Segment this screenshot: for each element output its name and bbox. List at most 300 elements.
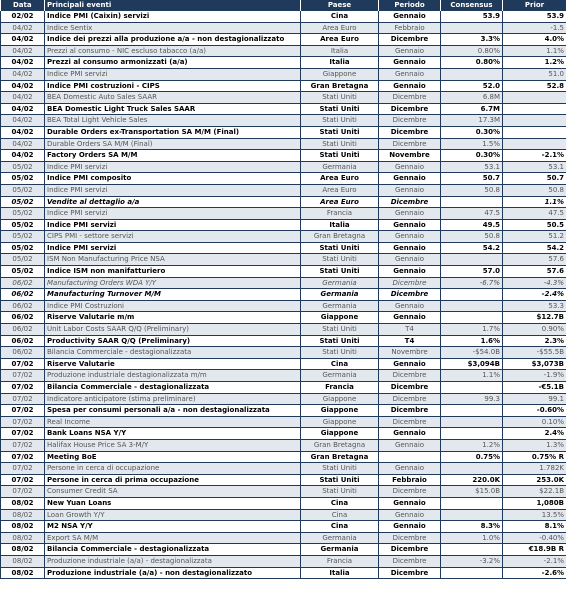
cell-country: Francia (301, 555, 379, 567)
cell-consensus (441, 22, 503, 34)
cell-consensus: $15.0B (441, 486, 503, 498)
table-row (1, 370, 566, 382)
cell-date: 05/02 (1, 161, 45, 173)
table-row (1, 428, 566, 440)
cell-period: Gennaio (379, 231, 441, 243)
cell-consensus: 0.30% (441, 126, 503, 138)
cell-period: T4 (379, 324, 441, 336)
cell-period: Dicembre (379, 532, 441, 544)
cell-event: ISM Non Manufacturing Price NSA (45, 254, 301, 266)
table-row (1, 405, 566, 417)
cell-prior: 51.2 (503, 231, 566, 243)
cell-date: 07/02 (1, 405, 45, 417)
cell-prior: 253.0K (503, 474, 566, 486)
cell-period: Dicembre (379, 289, 441, 301)
cell-event: Indice PMI servizi (45, 161, 301, 173)
cell-event: Indice Sentix (45, 22, 301, 34)
cell-event: BEA Domestic Light Truck Sales SAAR (45, 103, 301, 115)
table-row (1, 92, 566, 104)
cell-consensus: 6.7M (441, 103, 503, 115)
cell-prior: 50.7 (503, 173, 566, 185)
cell-event: Indice ISM non manifatturiero (45, 266, 301, 278)
cell-period: Gennaio (379, 358, 441, 370)
cell-prior: 1.1% (503, 196, 566, 208)
cell-event: Durable Orders ex-Transportation SA M/M (Final) (45, 126, 301, 138)
cell-period: Dicembre (379, 196, 441, 208)
cell-consensus: 0.30% (441, 150, 503, 162)
cell-prior: 50.8 (503, 184, 566, 196)
cell-event: Indice PMI costruzioni - CIPS (45, 80, 301, 92)
cell-event: CIPS PMI - settore servizi (45, 231, 301, 243)
cell-consensus (441, 497, 503, 509)
cell-consensus: 220.0K (441, 474, 503, 486)
table-row (1, 196, 566, 208)
cell-period: Gennaio (379, 254, 441, 266)
cell-event: BEA Domestic Auto Sales SAAR (45, 92, 301, 104)
cell-prior: 1,080B (503, 497, 566, 509)
cell-prior: -0.40% (503, 532, 566, 544)
cell-event: Indice PMI servizi (45, 242, 301, 254)
cell-period: Novembre (379, 150, 441, 162)
cell-country: Stati Uniti (301, 150, 379, 162)
cell-consensus: 53.1 (441, 161, 503, 173)
cell-date: 06/02 (1, 312, 45, 324)
cell-prior: 47.5 (503, 208, 566, 220)
cell-country: Francia (301, 208, 379, 220)
cell-date: 07/02 (1, 358, 45, 370)
cell-period: Dicembre (379, 103, 441, 115)
cell-country: Germania (301, 289, 379, 301)
table-row (1, 532, 566, 544)
table-row (1, 22, 566, 34)
cell-period: Gennaio (379, 300, 441, 312)
cell-prior: 0.10% (503, 416, 566, 428)
cell-event: New Yuan Loans (45, 497, 301, 509)
cell-country: Giappone (301, 68, 379, 80)
cell-country: Stati Uniti (301, 266, 379, 278)
cell-consensus (441, 312, 503, 324)
table-row (1, 208, 566, 220)
table-row (1, 300, 566, 312)
cell-country: Stati Uniti (301, 254, 379, 266)
cell-country: Stati Uniti (301, 463, 379, 475)
cell-prior: -1.5 (503, 22, 566, 34)
cell-date: 05/02 (1, 196, 45, 208)
cell-prior: 4.0% (503, 34, 566, 46)
cell-date: 07/02 (1, 474, 45, 486)
cell-prior: €18.9B R (503, 544, 566, 556)
cell-date: 05/02 (1, 208, 45, 220)
cell-event: Bilancia Commerciale - destagionalizzata (45, 347, 301, 359)
cell-country: Stati Uniti (301, 103, 379, 115)
cell-period: Gennaio (379, 45, 441, 57)
cell-date: 04/02 (1, 150, 45, 162)
cell-event: Consumer Credit SA (45, 486, 301, 498)
cell-country: Cina (301, 509, 379, 521)
cell-country: Italia (301, 57, 379, 69)
cell-prior: 57.6 (503, 254, 566, 266)
table-row (1, 486, 566, 498)
cell-event: Bilancia Commerciale - destagionalizzata (45, 382, 301, 394)
cell-period: Febbraio (379, 22, 441, 34)
table-row (1, 173, 566, 185)
cell-country: Gran Bretagna (301, 439, 379, 451)
cell-country: Cina (301, 521, 379, 533)
table-row (1, 509, 566, 521)
table-row (1, 347, 566, 359)
cell-consensus (441, 300, 503, 312)
cell-consensus (441, 68, 503, 80)
cell-event: Indice PMI servizi (45, 68, 301, 80)
cell-date: 05/02 (1, 254, 45, 266)
cell-prior: $12.7B (503, 312, 566, 324)
cell-prior: 53.3 (503, 300, 566, 312)
cell-period: Dicembre (379, 277, 441, 289)
table-row (1, 451, 566, 463)
cell-period: Gennaio (379, 266, 441, 278)
table-row (1, 474, 566, 486)
table-row (1, 555, 566, 567)
cell-date: 07/02 (1, 439, 45, 451)
cell-country: Germania (301, 161, 379, 173)
cell-country: Stati Uniti (301, 486, 379, 498)
cell-country: Francia (301, 382, 379, 394)
cell-country: Italia (301, 567, 379, 579)
table-row (1, 277, 566, 289)
cell-date: 07/02 (1, 416, 45, 428)
cell-event: Prezzi al consumo armonizzati (a/a) (45, 57, 301, 69)
cell-date: 07/02 (1, 463, 45, 475)
cell-prior: 2.4% (503, 428, 566, 440)
cell-date: 06/02 (1, 347, 45, 359)
cell-period: T4 (379, 335, 441, 347)
cell-consensus (441, 544, 503, 556)
cell-period: Dicembre (379, 382, 441, 394)
cell-consensus (441, 382, 503, 394)
cell-consensus: 0.80% (441, 45, 503, 57)
table-row (1, 184, 566, 196)
cell-date: 05/02 (1, 231, 45, 243)
cell-country: Gran Bretagna (301, 231, 379, 243)
cell-date: 04/02 (1, 80, 45, 92)
cell-consensus (441, 416, 503, 428)
table-row (1, 463, 566, 475)
cell-prior: 57.6 (503, 266, 566, 278)
cell-prior: 52.8 (503, 80, 566, 92)
cell-event: Manufacturing Orders WDA Y/Y (45, 277, 301, 289)
cell-period: Gennaio (379, 161, 441, 173)
cell-country: Stati Uniti (301, 115, 379, 127)
cell-date: 04/02 (1, 34, 45, 46)
cell-country: Germania (301, 544, 379, 556)
cell-prior: 99.1 (503, 393, 566, 405)
cell-event: M2 NSA Y/Y (45, 521, 301, 533)
cell-event: Indice PMI Costruzioni (45, 300, 301, 312)
cell-event: Durable Orders SA M/M (Final) (45, 138, 301, 150)
cell-date: 04/02 (1, 138, 45, 150)
cell-event: Vendite al dettaglio a/a (45, 196, 301, 208)
cell-period: Gennaio (379, 463, 441, 475)
cell-prior: $22.1B (503, 486, 566, 498)
cell-event: Real Income (45, 416, 301, 428)
cell-date: 05/02 (1, 242, 45, 254)
cell-prior: 13.5% (503, 509, 566, 521)
cell-prior: -2.4% (503, 289, 566, 301)
header-date: Data (1, 0, 45, 11)
cell-period (379, 451, 441, 463)
cell-event: Bilancia Commerciale - destagionalizzata (45, 544, 301, 556)
cell-country: Stati Uniti (301, 92, 379, 104)
table-row (1, 80, 566, 92)
cell-period: Dicembre (379, 486, 441, 498)
cell-consensus: 1.5% (441, 138, 503, 150)
cell-event: Spesa per consumi personali a/a - non destagionalizzata (45, 405, 301, 417)
cell-country: Germania (301, 300, 379, 312)
cell-date: 05/02 (1, 219, 45, 231)
cell-date: 07/02 (1, 370, 45, 382)
cell-country: Stati Uniti (301, 242, 379, 254)
table-row (1, 103, 566, 115)
table-row (1, 242, 566, 254)
cell-date: 08/02 (1, 509, 45, 521)
cell-consensus: $3,094B (441, 358, 503, 370)
cell-consensus (441, 463, 503, 475)
cell-country: Area Euro (301, 22, 379, 34)
cell-country: Italia (301, 45, 379, 57)
cell-country: Italia (301, 219, 379, 231)
cell-prior (503, 126, 566, 138)
table-row (1, 138, 566, 150)
table-row (1, 521, 566, 533)
cell-event: Meeting BoE (45, 451, 301, 463)
cell-country: Gran Bretagna (301, 80, 379, 92)
table-row (1, 68, 566, 80)
cell-consensus: -$54.0B (441, 347, 503, 359)
table-row (1, 150, 566, 162)
header-consensus: Consensus (441, 0, 503, 11)
cell-period: Gennaio (379, 521, 441, 533)
cell-event: Indice dei prezzi alla produzione a/a - non destagionalizzato (45, 34, 301, 46)
cell-consensus (441, 289, 503, 301)
cell-consensus (441, 428, 503, 440)
cell-period: Dicembre (379, 115, 441, 127)
header-event: Principali eventi (45, 0, 301, 11)
cell-country: Stati Uniti (301, 138, 379, 150)
cell-consensus (441, 509, 503, 521)
cell-period: Dicembre (379, 370, 441, 382)
cell-event: Bank Loans NSA Y/Y (45, 428, 301, 440)
cell-prior: 50.5 (503, 219, 566, 231)
table-row (1, 254, 566, 266)
table-row (1, 161, 566, 173)
cell-period: Gennaio (379, 312, 441, 324)
cell-country: Cina (301, 358, 379, 370)
cell-date: 07/02 (1, 428, 45, 440)
cell-country: Germania (301, 277, 379, 289)
cell-consensus: 0.80% (441, 57, 503, 69)
cell-event: BEA Total Light Vehicle Sales (45, 115, 301, 127)
cell-country: Giappone (301, 405, 379, 417)
cell-event: Indice PMI servizi (45, 208, 301, 220)
cell-prior: -$55.5B (503, 347, 566, 359)
cell-prior: -2.1% (503, 555, 566, 567)
cell-country: Giappone (301, 312, 379, 324)
cell-country: Stati Uniti (301, 335, 379, 347)
cell-country: Germania (301, 532, 379, 544)
cell-consensus: 53.9 (441, 11, 503, 22)
cell-country: Cina (301, 11, 379, 22)
cell-date: 07/02 (1, 451, 45, 463)
cell-consensus: 47.5 (441, 208, 503, 220)
cell-country: Stati Uniti (301, 126, 379, 138)
cell-date: 07/02 (1, 486, 45, 498)
cell-prior: -2.1% (503, 150, 566, 162)
table-row (1, 126, 566, 138)
cell-prior: 8.1% (503, 521, 566, 533)
cell-country: Area Euro (301, 173, 379, 185)
cell-prior: 53.1 (503, 161, 566, 173)
cell-period: Dicembre (379, 567, 441, 579)
cell-period: Gennaio (379, 219, 441, 231)
cell-period: Novembre (379, 347, 441, 359)
cell-period: Gennaio (379, 57, 441, 69)
table-row (1, 358, 566, 370)
cell-country: Giappone (301, 416, 379, 428)
table-row (1, 497, 566, 509)
table-row (1, 11, 566, 22)
cell-prior: 1.782K (503, 463, 566, 475)
cell-date: 04/02 (1, 126, 45, 138)
cell-period: Gennaio (379, 439, 441, 451)
header-period: Periodo (379, 0, 441, 11)
cell-prior: $3,073B (503, 358, 566, 370)
cell-prior: -0.60% (503, 405, 566, 417)
table-row (1, 266, 566, 278)
cell-date: 06/02 (1, 300, 45, 312)
cell-period: Gennaio (379, 509, 441, 521)
table-row (1, 335, 566, 347)
cell-consensus: 1.7% (441, 324, 503, 336)
cell-event: Indice PMI composito (45, 173, 301, 185)
cell-prior: 1.1% (503, 45, 566, 57)
table-row (1, 289, 566, 301)
cell-event: Produzione industriale (a/a) - non destagionalizzato (45, 567, 301, 579)
cell-period: Dicembre (379, 92, 441, 104)
cell-consensus: 50.8 (441, 231, 503, 243)
cell-country: Area Euro (301, 184, 379, 196)
table-row (1, 45, 566, 57)
cell-consensus: 1.1% (441, 370, 503, 382)
cell-period: Gennaio (379, 184, 441, 196)
cell-period: Gennaio (379, 208, 441, 220)
cell-consensus: 57.0 (441, 266, 503, 278)
cell-prior: 1.2% (503, 57, 566, 69)
cell-event: Produzione industriale destagionalizzata m/m (45, 370, 301, 382)
cell-consensus: 52.0 (441, 80, 503, 92)
cell-consensus: 3.3% (441, 34, 503, 46)
cell-prior: 2.3% (503, 335, 566, 347)
cell-country: Area Euro (301, 196, 379, 208)
cell-event: Indice PMI servizi (45, 219, 301, 231)
cell-prior (503, 103, 566, 115)
cell-consensus: -3.2% (441, 555, 503, 567)
cell-date: 04/02 (1, 45, 45, 57)
cell-consensus: 0.75% (441, 451, 503, 463)
cell-consensus: 49.5 (441, 219, 503, 231)
cell-consensus: 99.3 (441, 393, 503, 405)
cell-date: 06/02 (1, 277, 45, 289)
cell-event: Persone in cerca di occupazione (45, 463, 301, 475)
header-country: Paese (301, 0, 379, 11)
cell-date: 05/02 (1, 184, 45, 196)
table-row (1, 57, 566, 69)
cell-event: Indice PMI (Caixin) servizi (45, 11, 301, 22)
cell-date: 04/02 (1, 57, 45, 69)
table-row (1, 439, 566, 451)
table-row (1, 115, 566, 127)
cell-period: Dicembre (379, 34, 441, 46)
cell-date: 06/02 (1, 289, 45, 301)
cell-prior: 1.3% (503, 439, 566, 451)
cell-date: 04/02 (1, 115, 45, 127)
cell-date: 08/02 (1, 567, 45, 579)
cell-prior (503, 138, 566, 150)
cell-event: Unit Labor Costs SAAR Q/Q (Preliminary) (45, 324, 301, 336)
cell-period: Gennaio (379, 497, 441, 509)
cell-event: Riserve Valutarie m/m (45, 312, 301, 324)
cell-period: Gennaio (379, 68, 441, 80)
cell-date: 08/02 (1, 497, 45, 509)
cell-consensus (441, 567, 503, 579)
cell-period: Gennaio (379, 242, 441, 254)
cell-prior: -1.9% (503, 370, 566, 382)
cell-period: Gennaio (379, 11, 441, 22)
cell-consensus: -6.7% (441, 277, 503, 289)
cell-country: Giappone (301, 428, 379, 440)
cell-period: Dicembre (379, 544, 441, 556)
cell-event: Indice PMI servizi (45, 184, 301, 196)
cell-date: 06/02 (1, 335, 45, 347)
cell-date: 05/02 (1, 266, 45, 278)
cell-date: 08/02 (1, 544, 45, 556)
cell-event: Export SA M/M (45, 532, 301, 544)
cell-country: Stati Uniti (301, 324, 379, 336)
table-row (1, 393, 566, 405)
cell-event: Produzione industriale (a/a) - destagionalizzata (45, 555, 301, 567)
cell-period: Gennaio (379, 428, 441, 440)
cell-prior: -2.6% (503, 567, 566, 579)
cell-country: Stati Uniti (301, 474, 379, 486)
cell-event: Manufacturing Turnover M/M (45, 289, 301, 301)
cell-period: Dicembre (379, 138, 441, 150)
cell-country: Stati Uniti (301, 347, 379, 359)
table-row (1, 544, 566, 556)
cell-consensus: 54.2 (441, 242, 503, 254)
cell-consensus: 50.8 (441, 184, 503, 196)
cell-consensus: 17.3M (441, 115, 503, 127)
table-row (1, 324, 566, 336)
table-row (1, 312, 566, 324)
cell-period: Dicembre (379, 405, 441, 417)
cell-consensus: 6.8M (441, 92, 503, 104)
cell-date: 08/02 (1, 521, 45, 533)
cell-date: 05/02 (1, 173, 45, 185)
cell-consensus: 50.7 (441, 173, 503, 185)
cell-date: 04/02 (1, 68, 45, 80)
cell-date: 08/02 (1, 555, 45, 567)
cell-country: Giappone (301, 393, 379, 405)
cell-period: Gennaio (379, 80, 441, 92)
